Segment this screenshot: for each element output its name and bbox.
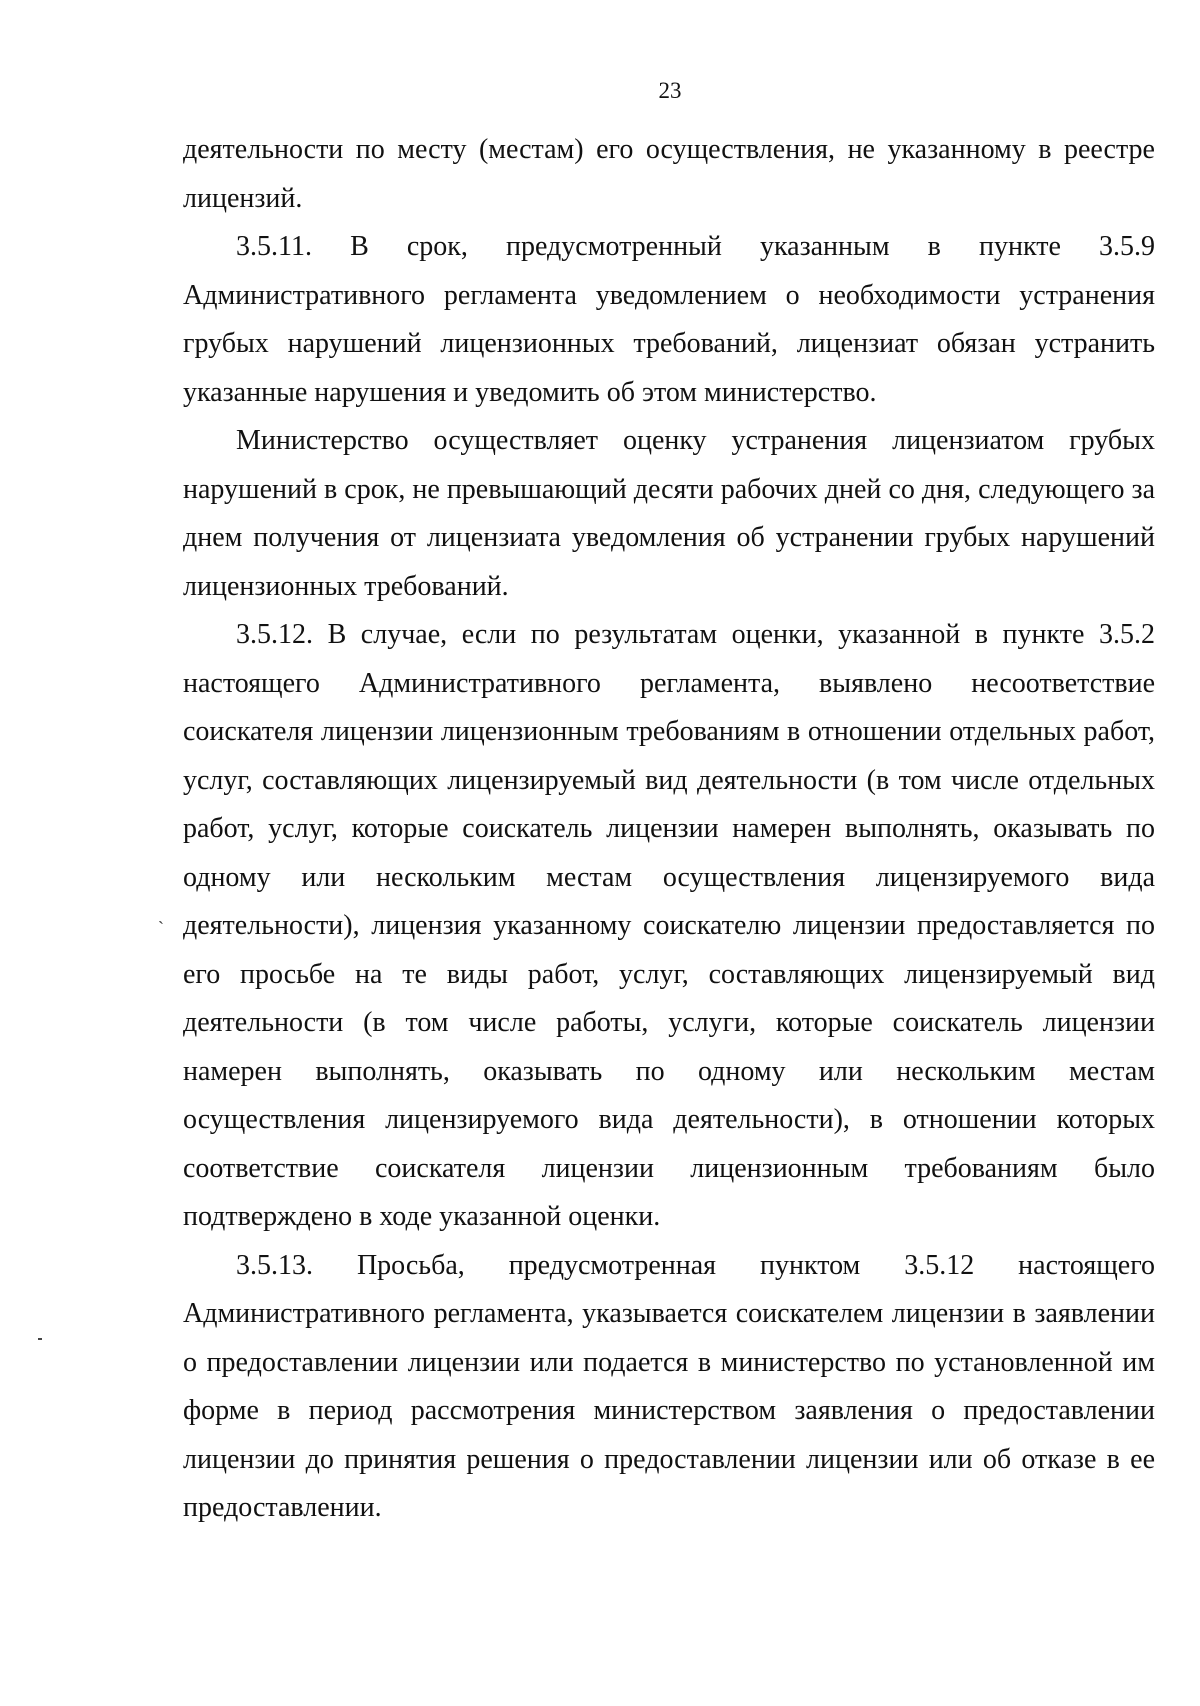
scan-artifact-tick: ˋ (158, 918, 164, 938)
page-number: 23 (658, 78, 682, 103)
paragraph-continuation: деятельности по месту (местам) его осуществления, не указанному в реестре лицензий. (183, 134, 1155, 214)
scan-artifact-dot (38, 1338, 42, 1340)
paragraph-3-5-11: 3.5.11. В срок, предусмотренный указанным в пункте 3.5.9 Административного регламента уведомлением о необходимости устранения грубых нарушений лицензионных требований, лицензиат обязан устранить указанные нарушения и уведомить об этом министерство. (183, 231, 1155, 408)
document-body (183, 126, 1155, 1533)
paragraph-ministry-assessment: Министерство осуществляет оценку устранения лицензиатом грубых нарушений в срок, не превышающий десяти рабочих дней со дня, следующего за днем получения от лицензиата уведомления об устранении грубых нарушений лицензионных требований. (183, 425, 1155, 602)
paragraph-3-5-12: 3.5.12. В случае, если по результатам оценки, указанной в пункте 3.5.2 настоящего Административного регламента, выявлено несоответствие соискателя лицензии лицензионным требованиям в отношении отдельных работ, услуг, составляющих лицензируемый вид деятельности (в том числе отдельных работ, услуг, которые соискатель лицензии намерен выполнять, оказывать по одному или нескольким местам осуществления лицензируемого вида деятельности), лицензия указанному соискателю лицензии предоставляется по его просьбе на те виды работ, услуг, составляющих лицензируемый вид деятельности (в том числе работы, услуги, которые соискатель лицензии намерен выполнять, оказывать по одному или нескольким местам осуществления лицензируемого вида деятельности), в отношении которых соответствие соискателя лицензии лицензионным требованиям было подтверждено в ходе указанной оценки. (183, 619, 1155, 1232)
paragraph-3-5-13: 3.5.13. Просьба, предусмотренная пунктом 3.5.12 настоящего Административного регламента, указывается соискателем лицензии в заявлении о предоставлении лицензии или подается в министерство по установленной им форме в период рассмотрения министерством заявления о предоставлении лицензии до принятия решения о предоставлении лицензии или об отказе в ее предоставлении. (183, 1249, 1155, 1523)
